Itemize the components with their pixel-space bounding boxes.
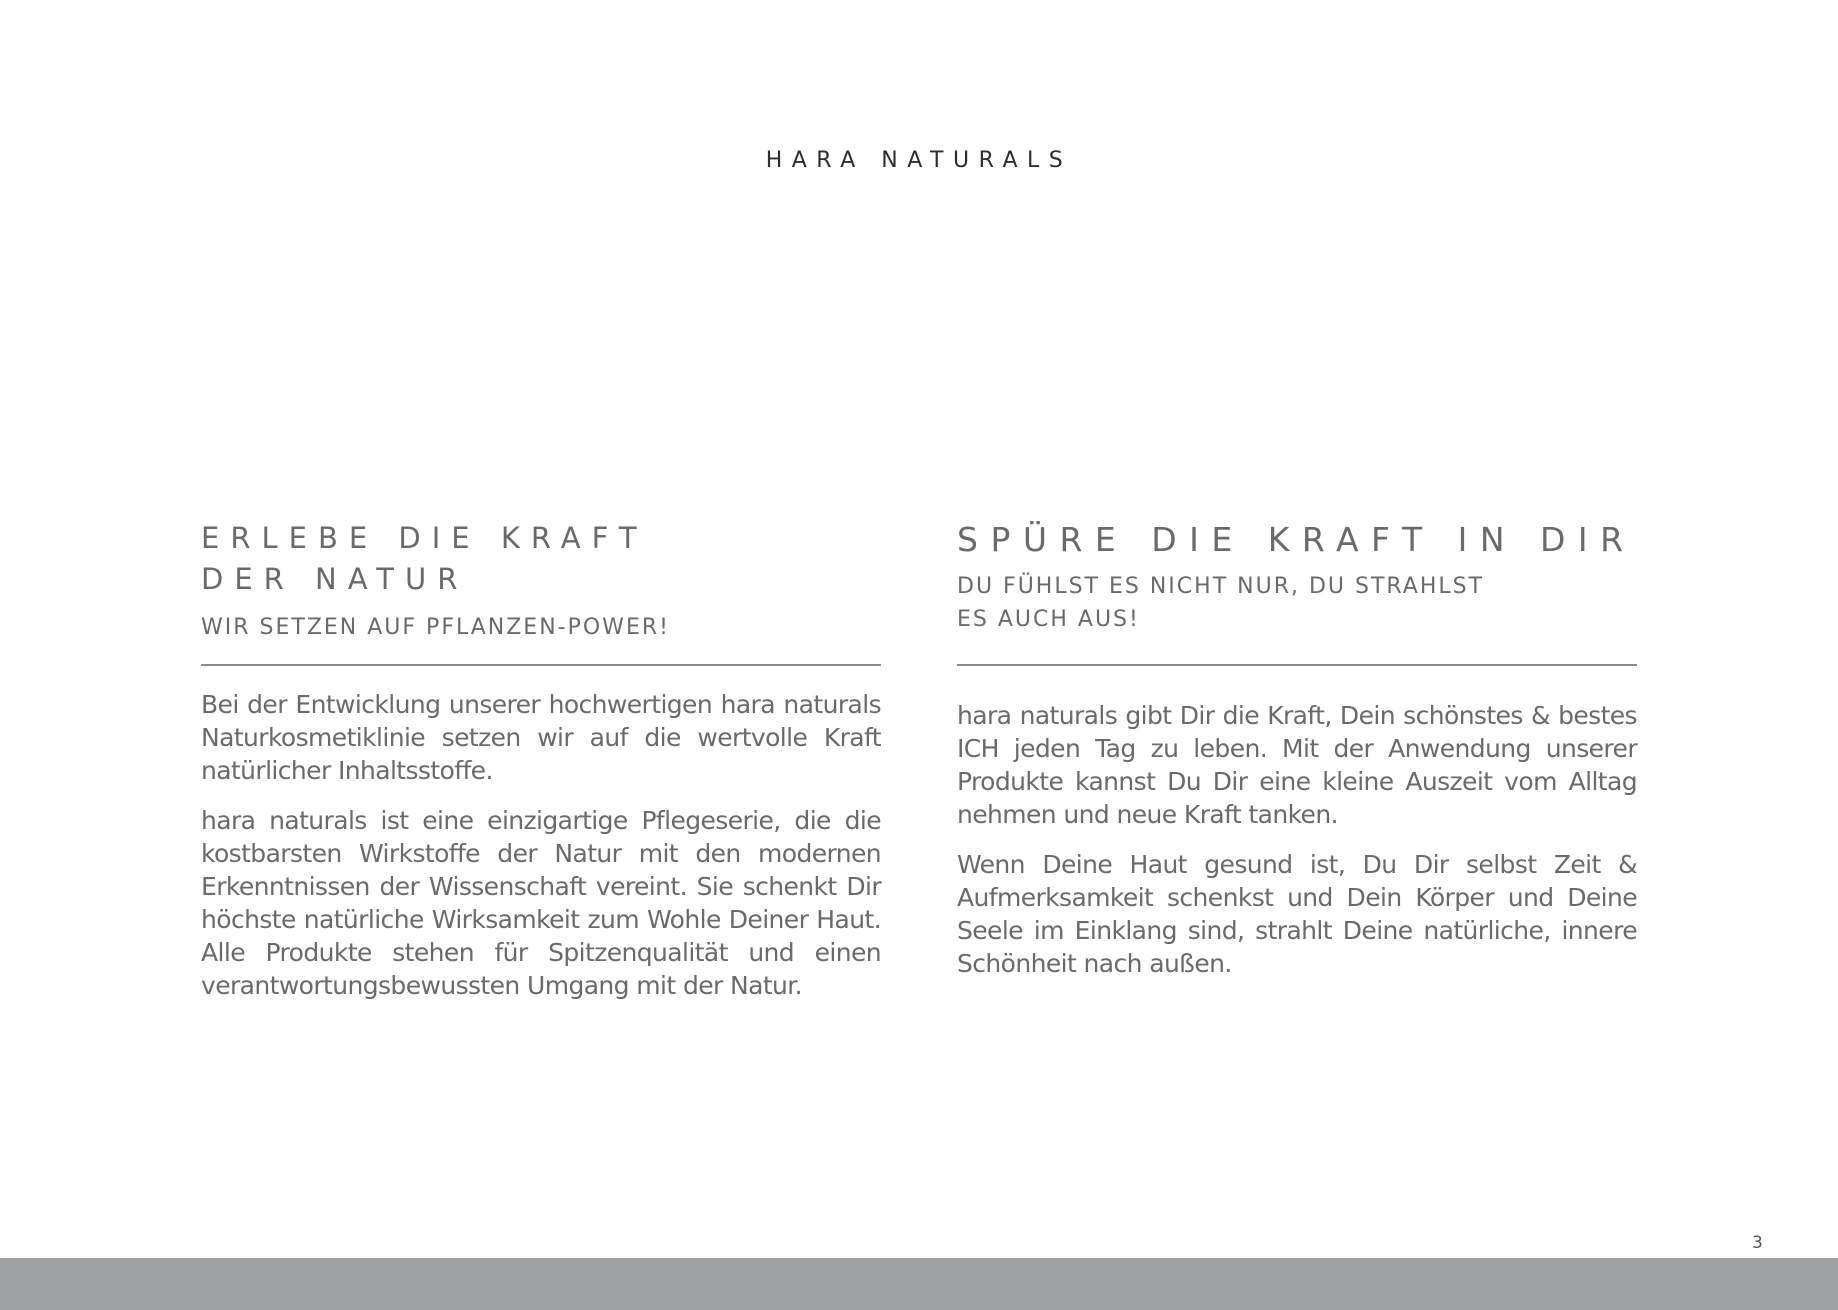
left-body: [201, 688, 881, 1019]
right-subheading: [957, 570, 1637, 636]
left-heading: [201, 518, 881, 600]
right-subheading-line2: ES AUCH AUS!: [957, 607, 1140, 632]
right-paragraph-1: hara naturals gibt Dir die Kraft, Dein schönstes & bestes ICH jeden Tag zu leben. Mit der Anwendung unserer Produkte kannst Du Dir eine kleine Auszeit vom Alltag nehmen und neue Kraft tanken.: [957, 701, 1637, 829]
left-heading-line1: ERLEBE DIE KRAFT: [201, 521, 648, 555]
right-column: [957, 518, 1637, 978]
left-paragraph-1: Bei der Entwicklung unserer hochwertigen hara naturals Naturkosmetiklinie setzen wir auf die wertvolle Kraft natürlicher Inhaltsstoffe.: [201, 690, 881, 785]
left-column: [201, 518, 881, 1000]
footer-bar: [0, 1258, 1838, 1310]
right-divider: [957, 664, 1637, 666]
page-number: 3: [1752, 1233, 1763, 1253]
left-heading-line2: DER NATUR: [201, 562, 469, 596]
right-heading: SPÜRE DIE KRAFT IN DIR: [957, 520, 1636, 559]
left-divider: [201, 664, 881, 666]
left-subheading: WIR SETZEN AUF PFLANZEN-POWER!: [201, 615, 670, 640]
right-paragraph-2: Wenn Deine Haut gesund ist, Du Dir selbst Zeit & Aufmerksamkeit schenkst und Dein Körper und Deine Seele im Einklang sind, strahlt Deine natürliche, innere Schönheit nach außen.: [957, 850, 1637, 978]
right-body: [957, 699, 1637, 997]
right-subheading-line1: DU FÜHLST ES NICHT NUR, DU STRAHLST: [957, 574, 1485, 599]
left-paragraph-2: hara naturals ist eine einzigartige Pflegeserie, die die kostbarsten Wirkstoffe der Natur mit den modernen Erkenntnissen der Wissenschaft vereint. Sie schenkt Dir höchste natürliche Wirksamkeit zum Wohle Deiner Haut. Alle Produkte stehen für Spitzenqualität und einen verantwortungsbewussten Umgang mit der Natur.: [201, 806, 881, 1000]
brand-title: HARA NATURALS: [765, 148, 1073, 173]
